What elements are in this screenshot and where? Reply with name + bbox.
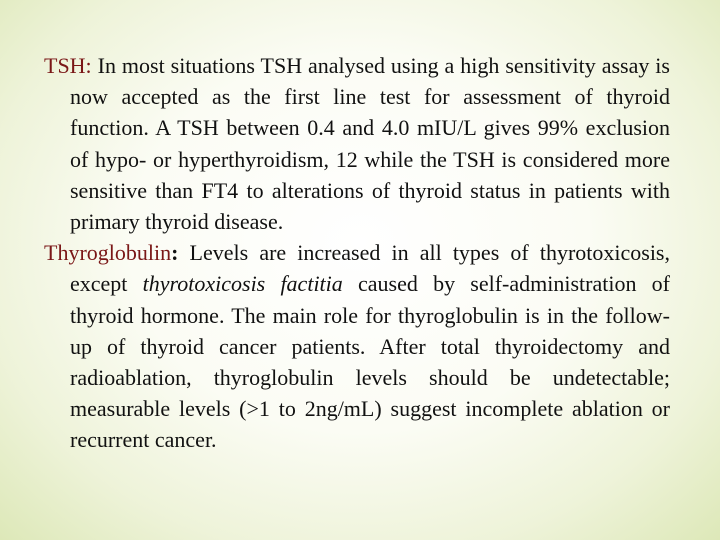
term-thyroglobulin: Thyroglobulin [44, 240, 172, 266]
paragraph-tsh [44, 50, 670, 237]
thyroglobulin-body-after: caused by self-administration of thyroid hormone. The main role for thyroglobulin is in the follow-up of thyroid cancer patients. After total thyroidectomy and radioablation, thyroglobulin levels should be undetectable; measurable levels (>1 to 2ng/mL) suggest incomplete ablation or recurrent cancer. [70, 271, 670, 453]
thyrotoxicosis-factitia-italic: thyrotoxicosis factitia [142, 271, 343, 297]
slide-content [44, 50, 670, 456]
tsh-body: In most situations TSH analysed using a high sensitivity assay is now accepted as the first line test for assessment of thyroid function. A TSH between 0.4 and 4.0 mIU/L gives 99% exclusion of hypo- or hyperthyroidism, 12 while the TSH is considered more sensitive than FT4 to alterations of thyroid status in patients with primary thyroid disease. [70, 53, 670, 235]
paragraph-thyroglobulin [44, 237, 670, 455]
thyroglobulin-body-before: Levels are increased in all types of thyrotoxicosis, except [70, 240, 670, 297]
term-tsh: TSH: [44, 53, 92, 78]
term-colon: : [171, 240, 179, 266]
